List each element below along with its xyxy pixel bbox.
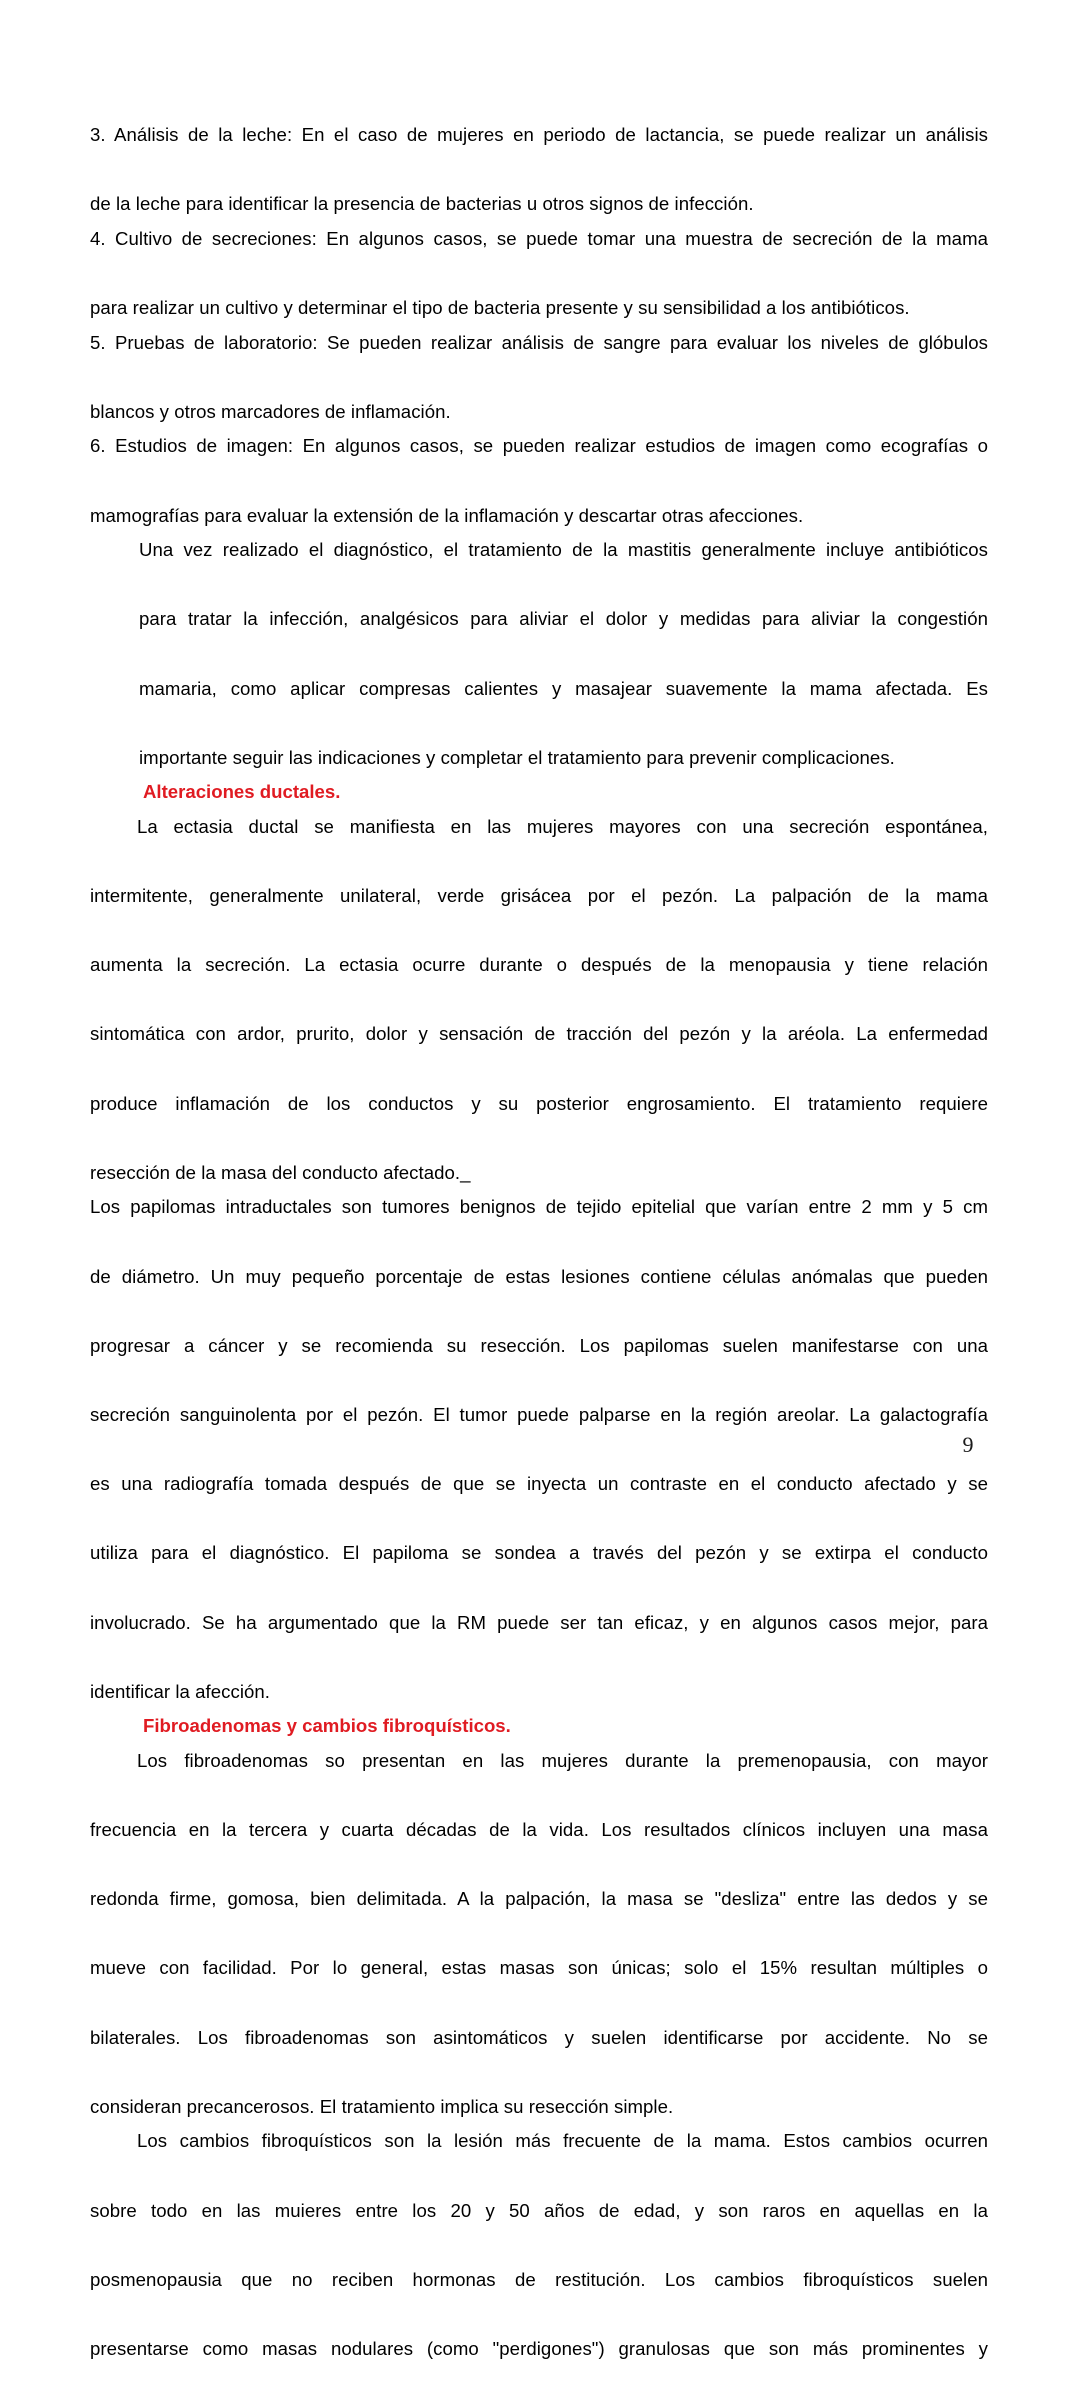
text-line: Los papilomas intraductales son tumores benignos de tejido epitelial que varían entre 2 mm y 5 cm (90, 1196, 988, 1218)
text-line: para tratar la infección, analgésicos para aliviar el dolor y medidas para aliviar la congestión (139, 608, 988, 630)
text-line: 3. Análisis de la leche: En el caso de mujeres en periodo de lactancia, se puede realizar un análisis (90, 124, 988, 145)
text-line: sobre todo en las muieres entre los 20 y 50 años de edad, y son raros en aquellas en la (90, 2199, 988, 2221)
text-line: resección de la masa del conducto afectado._ (90, 1161, 471, 1183)
text-line: 5. Pruebas de laboratorio: Se pueden realizar análisis de sangre para evaluar los niveles de glóbulos (90, 331, 988, 353)
list-item-4 (90, 222, 988, 326)
text-line: importante seguir las indicaciones y completar el tratamiento para prevenir complicaciones. (139, 746, 895, 768)
paragraph-ectasia-ductal (90, 810, 988, 1191)
text-line: de diámetro. Un muy pequeño porcentaje de estas lesiones contiene células anómalas que pueden (90, 1265, 988, 1287)
text-line: secreción sanguinolenta por el pezón. El tumor puede palparse en la región areolar. La galactografía (90, 1403, 988, 1425)
text-line: blancos y otros marcadores de inflamación. (90, 400, 451, 422)
text-line: mamografías para evaluar la extensión de la inflamación y descartar otras afecciones. (90, 504, 804, 526)
text-line: para realizar un cultivo y determinar el tipo de bacteria presente y su sensibilidad a los antibióticos. (90, 296, 910, 318)
page-content (90, 118, 988, 2401)
text-line: intermitente, generalmente unilateral, verde grisácea por el pezón. La palpación de la mama (90, 885, 988, 907)
list-item-5 (90, 326, 988, 430)
text-line: aumenta la secreción. La ectasia ocurre durante o después de la menopausia y tiene relación (90, 954, 988, 976)
text-line: 4. Cultivo de secreciones: En algunos casos, se puede tomar una muestra de secreción de la mama (90, 227, 988, 249)
paragraph-fibroadenomas (90, 1744, 988, 2125)
text-line: identificar la afección. (90, 1680, 271, 1702)
text-line: sintomática con ardor, prurito, dolor y sensación de tracción del pezón y la aréola. La enfermedad (90, 1023, 988, 1045)
paragraph-tratamiento-mastitis (114, 533, 988, 775)
heading-fibroadenomas: Fibroadenomas y cambios fibroquísticos. (143, 1715, 511, 1737)
page-number: 9 (962, 1432, 974, 1457)
text-line: 6. Estudios de imagen: En algunos casos, se pueden realizar estudios de imagen como ecografías o (90, 435, 988, 457)
heading-alteraciones-ductales: Alteraciones ductales. (143, 781, 341, 803)
text-line: produce inflamación de los conductos y su posterior engrosamiento. El tratamiento requiere (90, 1092, 988, 1114)
text-line: posmenopausia que no reciben hormonas de restitución. Los cambios fibroquísticos suelen (90, 2268, 988, 2290)
text-line: Una vez realizado el diagnóstico, el tratamiento de la mastitis generalmente incluye antibióticos (139, 539, 988, 561)
text-line: Los fibroadenomas so presentan en las mujeres durante la premenopausia, con mayor (137, 1749, 988, 1771)
text-line: involucrado. Se ha argumentado que la RM puede ser tan eficaz, y en algunos casos mejor, para (90, 1611, 988, 1633)
text-line: bilaterales. Los fibroadenomas son asintomáticos y suelen identificarse por accidente. No se (90, 2026, 988, 2048)
text-line: La ectasia ductal se manifiesta en las mujeres mayores con una secreción espontánea, (137, 815, 988, 837)
paragraph-papilomas-intraductales (90, 1190, 988, 1709)
text-line: de la leche para identificar la presencia de bacterias u otros signos de infección. (90, 193, 754, 215)
text-line: es una radiografía tomada después de que se inyecta un contraste en el conducto afectado y se (90, 1473, 988, 1495)
text-line: Los cambios fibroquísticos son la lesión más frecuente de la mama. Estos cambios ocurren (137, 2130, 988, 2152)
text-line: frecuencia en la tercera y cuarta décadas de la vida. Los resultados clínicos incluyen una masa (90, 1819, 988, 1841)
text-line: presentarse como masas nodulares (como "perdigones") granulosas que son más prominentes y (90, 2338, 988, 2359)
text-line: redonda firme, gomosa, bien delimitada. A la palpación, la masa se "desliza" entre las dedos y se (90, 1888, 988, 1910)
list-item-6 (90, 429, 988, 533)
list-item-3 (90, 118, 988, 222)
text-line: progresar a cáncer y se recomienda su resección. Los papilomas suelen manifestarse con una (90, 1334, 988, 1356)
text-line: consideran precancerosos. El tratamiento implica su resección simple. (90, 2095, 674, 2117)
text-line: mueve con facilidad. Por lo general, estas masas son únicas; solo el 15% resultan múltiples o (90, 1957, 988, 1979)
paragraph-cambios-fibroquisticos (90, 2124, 988, 2401)
text-line: mamaria, como aplicar compresas calientes y masajear suavemente la mama afectada. Es (139, 677, 988, 699)
text-line: utiliza para el diagnóstico. El papiloma se sondea a través del pezón y se extirpa el conducto (90, 1542, 988, 1564)
